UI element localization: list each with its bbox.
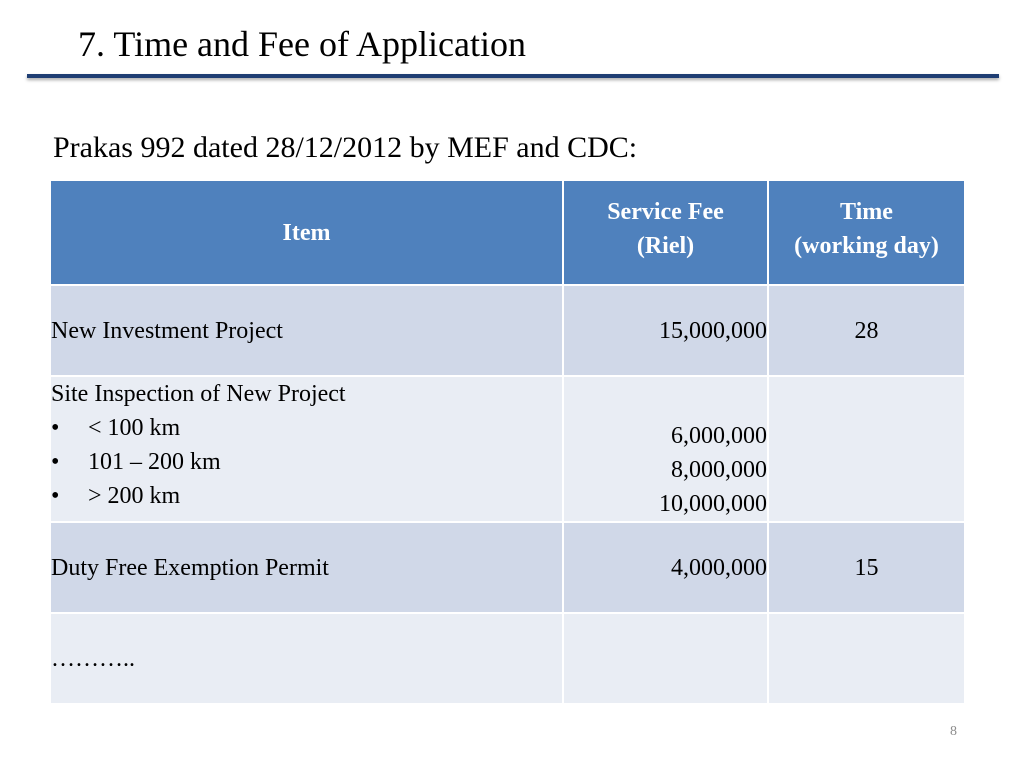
page-number: 8 bbox=[950, 724, 957, 739]
slide-title: 7. Time and Fee of Application bbox=[78, 24, 526, 64]
fee-cell bbox=[563, 376, 768, 522]
item-cell: New Investment Project bbox=[50, 285, 563, 376]
time-cell bbox=[768, 376, 965, 522]
bullet: • bbox=[51, 449, 60, 475]
bullet: • bbox=[51, 415, 60, 441]
header-item: Item bbox=[50, 180, 563, 285]
table-row bbox=[50, 522, 965, 613]
sub-item-fee: 10,000,000 bbox=[659, 491, 767, 517]
header-service-fee-line1: Service Fee bbox=[607, 199, 724, 225]
header-time bbox=[768, 180, 965, 285]
item-cell: ……….. bbox=[50, 613, 563, 704]
time-cell: 15 bbox=[768, 522, 965, 613]
list-item bbox=[51, 445, 562, 479]
bullet: • bbox=[51, 483, 60, 509]
sub-item-fee: 8,000,000 bbox=[671, 457, 767, 483]
title-underline bbox=[27, 74, 999, 78]
fee-cell: 15,000,000 bbox=[563, 285, 768, 376]
time-cell: 28 bbox=[768, 285, 965, 376]
table-row bbox=[50, 376, 965, 522]
list-item bbox=[51, 479, 562, 513]
header-time-line1: Time bbox=[840, 199, 893, 225]
fee-cell bbox=[563, 613, 768, 704]
fee-table bbox=[49, 179, 966, 705]
sub-item-label: > 200 km bbox=[88, 483, 181, 509]
list-item bbox=[51, 411, 562, 445]
item-label: Site Inspection of New Project bbox=[51, 381, 346, 407]
table-row bbox=[50, 285, 965, 376]
sub-item-label: 101 – 200 km bbox=[88, 449, 221, 475]
slide-subtitle: Prakas 992 dated 28/12/2012 by MEF and CDC: bbox=[53, 131, 638, 164]
item-cell: Duty Free Exemption Permit bbox=[50, 522, 563, 613]
time-cell bbox=[768, 613, 965, 704]
header-service-fee-line2: (Riel) bbox=[636, 233, 695, 259]
header-time-line2: (working day) bbox=[794, 233, 939, 259]
table-header-row bbox=[50, 180, 965, 285]
header-service-fee bbox=[563, 180, 768, 285]
distance-list bbox=[51, 411, 562, 513]
fee-cell: 4,000,000 bbox=[563, 522, 768, 613]
table-row bbox=[50, 613, 965, 704]
sub-item-fee: 6,000,000 bbox=[671, 423, 767, 449]
item-cell bbox=[50, 376, 563, 522]
sub-item-label: < 100 km bbox=[88, 415, 181, 441]
